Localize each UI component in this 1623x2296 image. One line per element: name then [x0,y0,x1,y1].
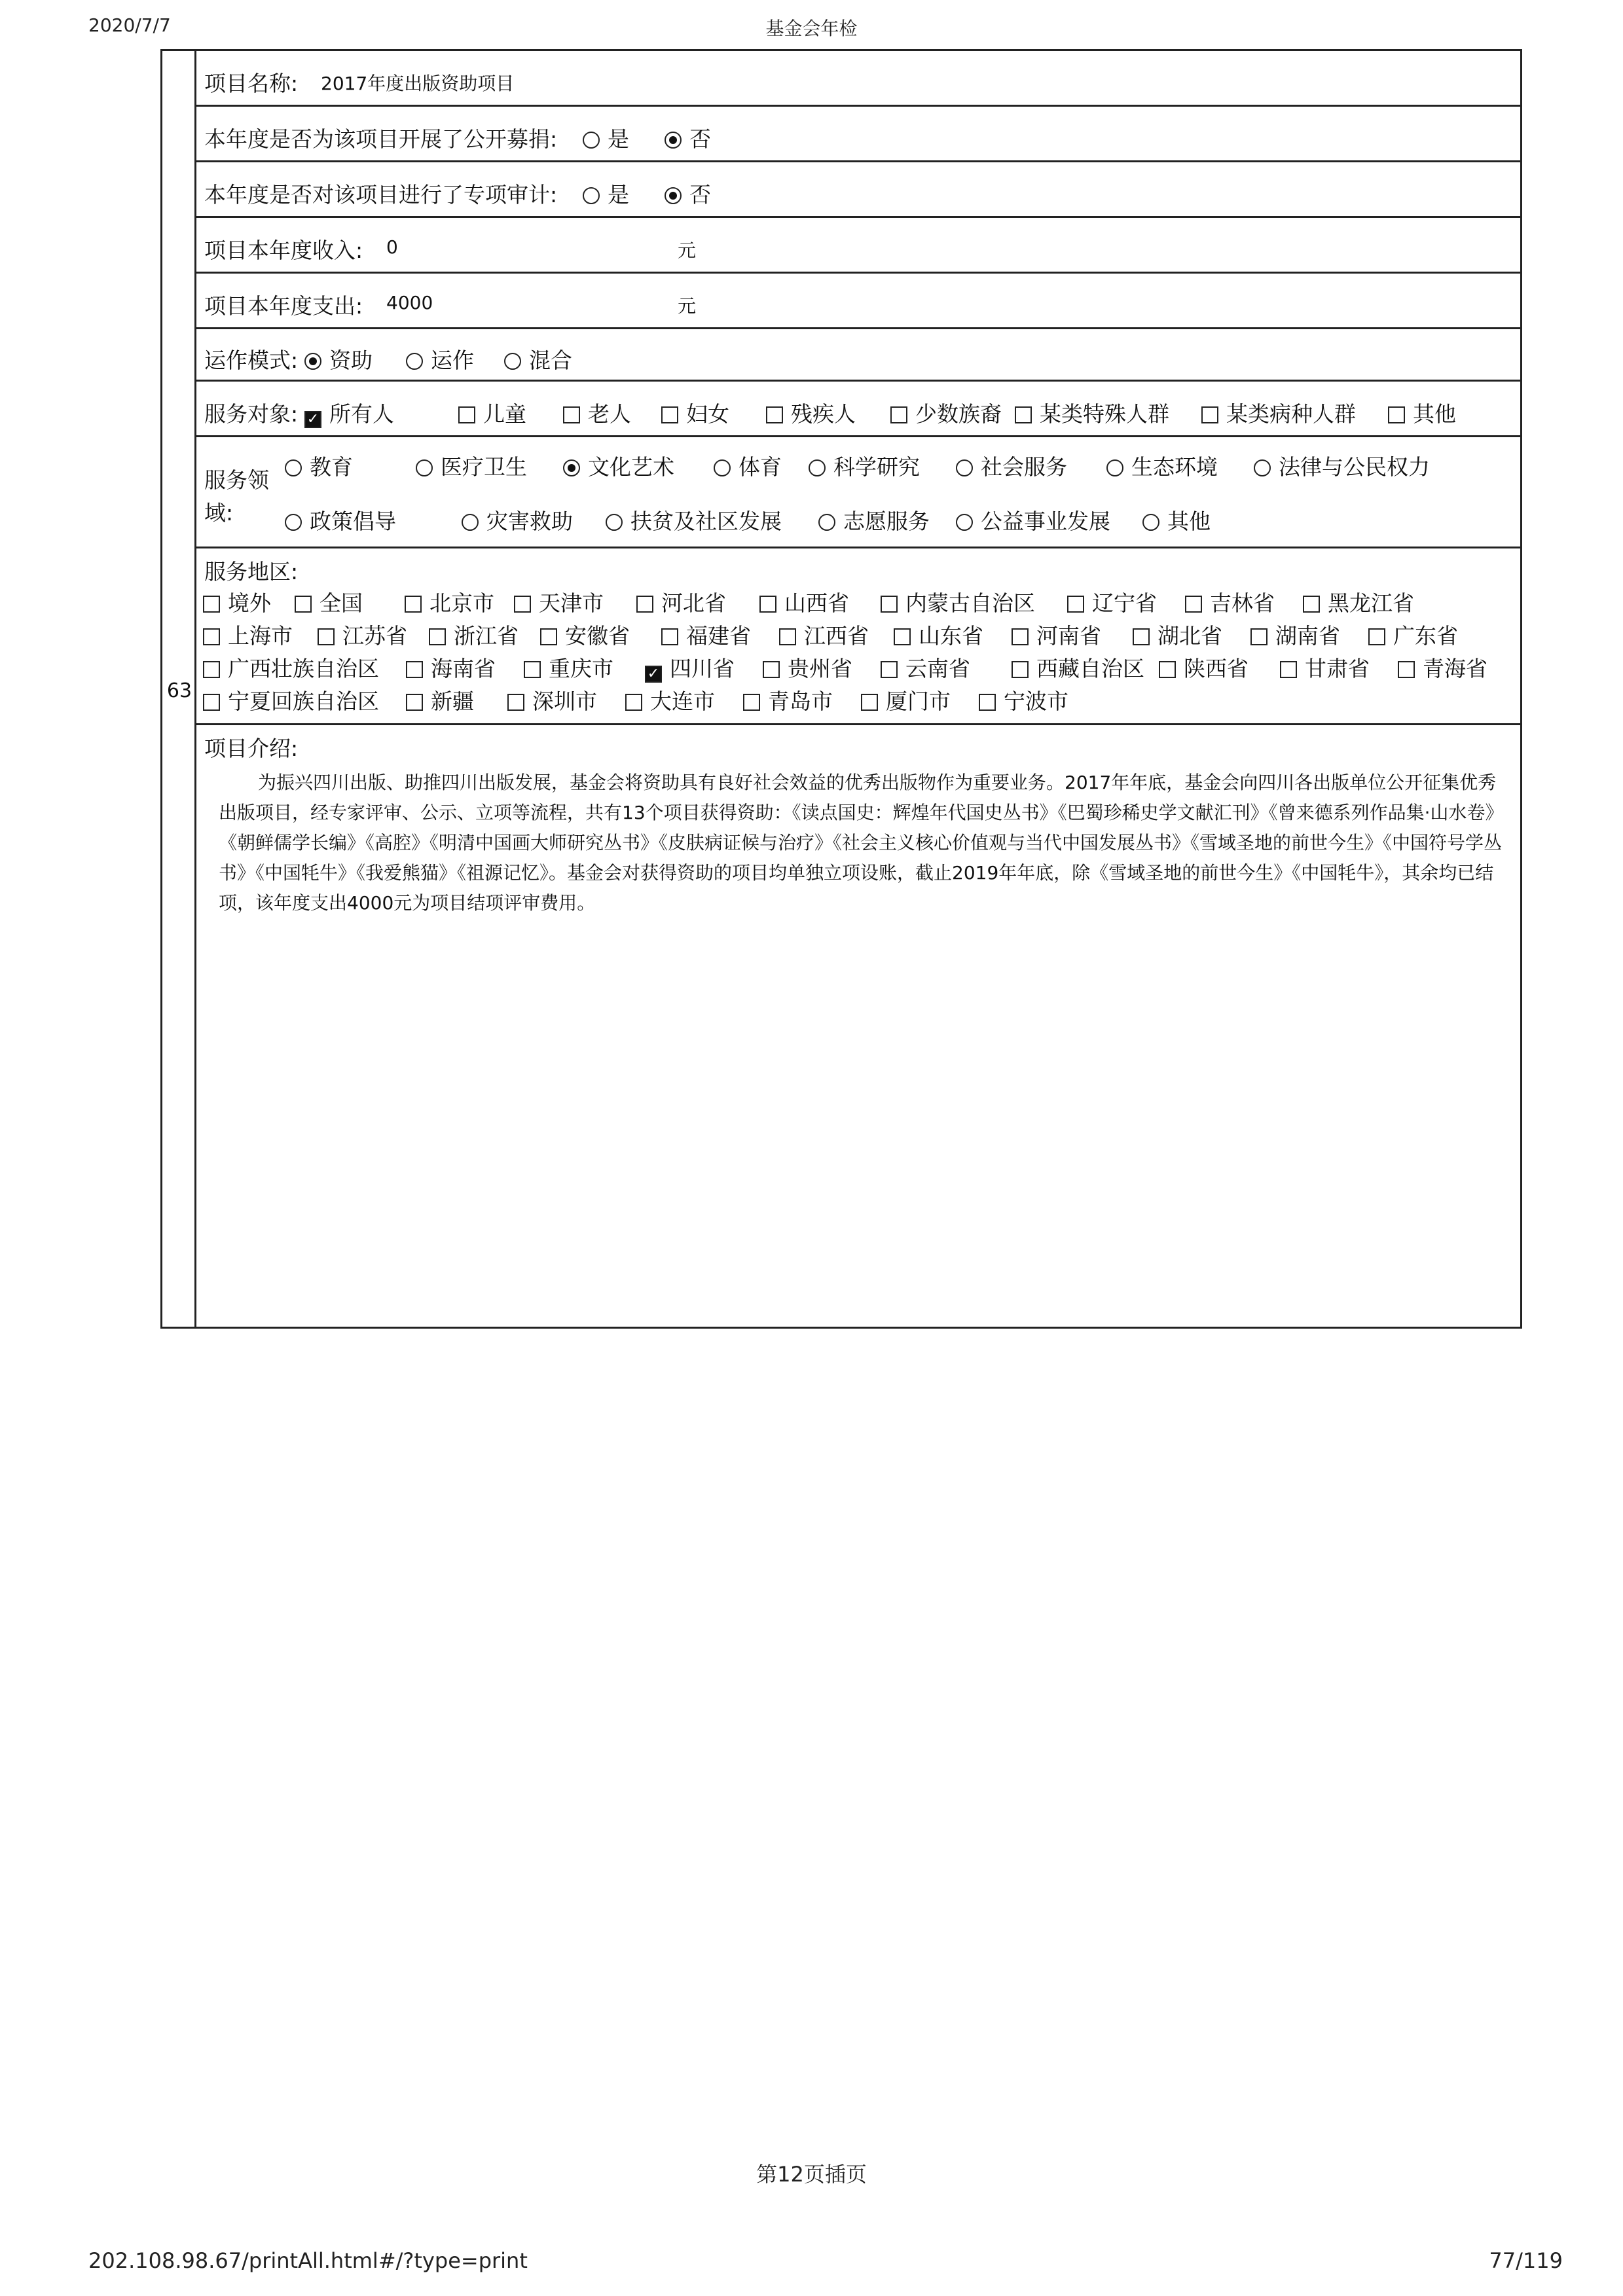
field-option[interactable] [1106,450,1218,481]
region-option-label: 辽宁省 [1092,590,1157,616]
region-option[interactable] [1012,619,1101,650]
field-option[interactable] [606,505,782,535]
checkbox-icon [894,628,911,645]
checkbox-icon [1133,628,1150,645]
region-option[interactable] [1185,586,1275,617]
checkbox-icon [1250,628,1267,645]
field-option[interactable] [714,450,782,481]
checkbox-checked-icon: ✓ [645,666,662,683]
fields-label-line1: 服务领 [204,467,269,493]
radio-icon [583,132,600,149]
audit-yes-option[interactable]: 是 [583,178,629,209]
checkbox-icon [1012,628,1029,645]
field-option[interactable] [1142,505,1211,535]
region-option[interactable] [405,586,494,617]
region-option[interactable] [1280,652,1370,683]
checkbox-icon [514,596,531,613]
region-option-label: 新疆 [431,689,474,714]
field-option[interactable] [956,450,1067,481]
field-option[interactable] [1254,450,1430,481]
target-option[interactable] [766,397,856,428]
mode-option[interactable] [406,344,474,374]
region-option[interactable] [636,586,726,617]
region-option[interactable] [1250,619,1340,650]
row-income [196,218,1520,274]
radio-icon [714,459,731,476]
region-option[interactable] [881,652,970,683]
checkbox-icon [295,596,312,613]
row-number: 63 [166,679,192,702]
field-option[interactable] [462,505,573,535]
region-option[interactable] [861,685,951,715]
row-service-targets [196,382,1520,437]
checkbox-icon [406,661,423,678]
row-operation-mode [196,329,1520,382]
field-option-label: 科学研究 [833,454,920,480]
page-number: 77/119 [1489,2248,1563,2273]
checkbox-icon [1398,661,1415,678]
radio-icon [1106,459,1123,476]
mode-option[interactable] [304,344,373,374]
region-option[interactable] [763,652,852,683]
checkbox-icon [1280,661,1297,678]
row-expense [196,274,1520,329]
region-option-label: 青岛市 [768,689,833,714]
region-option[interactable] [507,685,597,715]
target-option[interactable] [1388,397,1456,428]
mode-option-label: 运作 [431,348,474,373]
region-option-label: 河北省 [661,590,726,616]
field-option-label: 文化艺术 [588,454,674,480]
mode-option[interactable] [504,344,572,374]
region-option-label: 安徽省 [565,623,630,649]
row-public-fundraising [196,107,1520,162]
target-option[interactable] [1015,397,1169,428]
checkbox-icon [743,694,760,711]
checkbox-icon [507,694,524,711]
region-option-label: 陕西省 [1184,656,1249,681]
region-option-label: 大连市 [650,689,715,714]
region-option[interactable] [1159,652,1249,683]
region-option[interactable] [203,619,293,650]
checkbox-icon [979,694,996,711]
radio-icon [406,353,423,370]
income-value: 0 [386,236,398,258]
checkbox-icon [1201,406,1218,423]
region-option[interactable] [514,586,604,617]
row-service-regions [196,548,1520,725]
radio-icon [462,514,479,531]
checkbox-icon [318,628,335,645]
region-option-label: 宁夏回族自治区 [228,689,379,714]
region-option[interactable] [203,685,379,715]
checkbox-icon [636,596,653,613]
region-option-label: 河南省 [1036,623,1101,649]
checkbox-icon [405,596,422,613]
field-option[interactable] [818,505,930,535]
region-option-label: 江苏省 [342,623,407,649]
radio-selected-icon [563,459,580,476]
region-option[interactable] [318,619,407,650]
region-option-label: 海南省 [431,656,496,681]
row-number-column [162,51,196,1327]
region-option-label: 厦门市 [886,689,951,714]
checkbox-icon [625,694,642,711]
field-option-label: 社会服务 [981,454,1067,480]
region-option[interactable] [779,619,869,650]
region-option[interactable] [203,652,379,683]
region-option-label: 深圳市 [532,689,597,714]
field-option-label: 体育 [739,454,782,480]
region-option-label: 境外 [228,590,271,616]
checkbox-icon [203,628,220,645]
project-name-label: 项目名称: [204,71,299,96]
checkbox-icon [406,694,423,711]
checkbox-icon [429,628,446,645]
checkbox-icon [1368,628,1385,645]
radio-icon [956,459,973,476]
income-label: 项目本年度收入: [204,238,363,263]
field-option[interactable] [563,450,674,481]
checkbox-icon [779,628,796,645]
checkbox-icon [540,628,557,645]
target-option[interactable] [890,397,1002,428]
region-option-label: 吉林省 [1210,590,1275,616]
region-option[interactable] [1303,586,1414,617]
region-option[interactable] [524,652,613,683]
checkbox-icon [203,661,220,678]
audit-no-option[interactable]: 否 [665,178,711,209]
row-project-name [196,51,1520,107]
field-option-label: 法律与公民权力 [1279,454,1430,480]
targets-label: 服务对象: [204,401,299,427]
field-option-label: 扶贫及社区发展 [630,509,782,534]
radio-icon [818,514,835,531]
region-option-label: 天津市 [539,590,604,616]
radio-icon [583,187,600,204]
target-option[interactable] [661,397,729,428]
target-option[interactable] [304,397,394,428]
field-option-label: 灾害救助 [486,509,573,534]
field-option[interactable] [285,450,353,481]
field-option-label: 志愿服务 [843,509,930,534]
mode-option-label: 混合 [529,348,572,373]
region-option-label: 广西壮族自治区 [228,656,379,681]
checkbox-icon [203,694,220,711]
region-option[interactable] [1368,619,1458,650]
radio-icon [416,459,433,476]
region-option[interactable] [625,685,715,715]
region-option-label: 山西省 [784,590,849,616]
checkbox-icon [1159,661,1176,678]
project-name-value: 2017年度出版资助项目 [321,73,515,94]
region-option-label: 重庆市 [549,656,613,681]
radio-icon [1142,514,1159,531]
region-option[interactable] [759,586,849,617]
target-option-label: 残疾人 [791,401,856,427]
field-option[interactable] [956,505,1110,535]
region-option[interactable] [406,685,474,715]
expense-value: 4000 [386,292,433,314]
field-option[interactable] [416,450,527,481]
audit-label: 本年度是否对该项目进行了专项审计: [204,182,558,207]
fundraise-no-option[interactable]: 否 [665,122,711,153]
region-option[interactable] [406,652,496,683]
target-option-label: 某类特殊人群 [1040,401,1169,427]
checkbox-icon [661,628,678,645]
target-option-label: 儿童 [483,401,526,427]
print-url: 202.108.98.67/printAll.html#/?type=print [88,2248,528,2273]
fundraise-label: 本年度是否为该项目开展了公开募捐: [204,126,558,152]
target-option-label: 老人 [588,401,631,427]
insert-page-label: 第12页插页 [756,2162,867,2187]
region-option-label: 山东省 [919,623,983,649]
checkbox-icon [881,661,898,678]
region-option-label: 贵州省 [788,656,852,681]
intro-label: 项目介绍: [204,736,299,761]
region-option-label: 黑龙江省 [1328,590,1414,616]
checkbox-icon [1012,661,1029,678]
row-project-intro [196,725,1520,1327]
checkbox-icon [861,694,878,711]
checkbox-icon [1067,596,1084,613]
checkbox-icon [1185,596,1202,613]
checkbox-icon [881,596,898,613]
target-option[interactable] [1201,397,1356,428]
target-option-label: 妇女 [686,401,729,427]
checkbox-icon [661,406,678,423]
region-option[interactable] [1398,652,1487,683]
region-option-label: 广东省 [1393,623,1458,649]
target-option-label: 其他 [1413,401,1456,427]
region-option[interactable] [894,619,983,650]
radio-icon [809,459,826,476]
radio-selected-icon [304,353,321,370]
region-option-label: 四川省 [670,656,735,681]
target-option-label: 某类病种人群 [1226,401,1356,427]
document-title: 基金会年检 [765,18,858,39]
field-option-label: 公益事业发展 [981,509,1110,534]
target-option[interactable] [458,397,526,428]
expense-label: 项目本年度支出: [204,293,363,319]
radio-icon [504,353,521,370]
expense-unit: 元 [678,295,697,317]
field-option[interactable] [809,450,920,481]
region-option-label: 云南省 [905,656,970,681]
region-option[interactable] [1067,586,1157,617]
row-service-fields [196,437,1520,548]
region-option-label: 浙江省 [454,623,519,649]
region-option[interactable] [979,685,1068,715]
checkbox-checked-icon: ✓ [304,411,321,428]
field-option-label: 其他 [1167,509,1211,534]
region-option[interactable] [645,652,735,683]
project-form [160,49,1522,1329]
fundraise-yes-option[interactable]: 是 [583,122,629,153]
radio-icon [285,459,302,476]
target-option[interactable] [563,397,631,428]
region-option-label: 江西省 [804,623,869,649]
region-option-label: 湖北省 [1158,623,1222,649]
field-option-label: 政策倡导 [310,509,396,534]
region-option[interactable] [540,619,630,650]
row-special-audit [196,162,1520,218]
fields-label-line2: 域: [204,500,234,526]
region-option[interactable] [743,685,833,715]
field-option-label: 医疗卫生 [441,454,527,480]
mode-option-label: 资助 [329,348,373,373]
target-option-label: 所有人 [329,401,394,427]
checkbox-icon [759,596,776,613]
intro-text: 为振兴四川出版、助推四川出版发展，基金会将资助具有良好社会效益的优秀出版物作为重要业务。2017年年底，基金会向四川各出版单位公开征集优秀出版项目，经专家评审、公示、立项等流程，共有13个项目获得资助：《读点国史：辉煌年代国史丛书》《巴蜀珍稀史学文献汇刊》《曾来德系列作品集·山水卷》《朝鲜儒学长编》《高腔》《明清中国画大师研究丛书》《皮肤病证候与治疗》《社会主义核心价值观与当代中国发展丛书》《雪域圣地的前世今生》《中国符号学丛书》《中国牦牛》《我爱熊猫》《祖源记忆》。基金会对获得资助的项目均单独立项设账，截止2019年年底，除《雪域圣地的前世今生》《中国牦牛》，其余均已结项，该年度支出4000元为项目结项评审费用。 [219,772,1504,914]
region-option-label: 内蒙古自治区 [905,590,1035,616]
region-option-label: 宁波市 [1004,689,1068,714]
checkbox-icon [1388,406,1405,423]
checkbox-icon [1015,406,1032,423]
mode-label: 运作模式: [204,348,299,373]
field-option-label: 生态环境 [1131,454,1218,480]
region-option-label: 全国 [319,590,363,616]
region-option-label: 上海市 [228,623,293,649]
income-unit: 元 [678,240,697,261]
region-option[interactable] [661,619,751,650]
checkbox-icon [763,661,780,678]
print-date: 2020/7/7 [88,14,171,36]
region-option-label: 甘肃省 [1305,656,1370,681]
checkbox-icon [203,596,220,613]
radio-selected-icon [665,132,682,149]
region-option[interactable] [429,619,519,650]
radio-icon [285,514,302,531]
regions-label: 服务地区: [204,559,299,584]
field-option-label: 教育 [310,454,353,480]
region-option[interactable] [1133,619,1222,650]
radio-icon [606,514,623,531]
region-option-label: 福建省 [686,623,751,649]
checkbox-icon [458,406,475,423]
region-option-label: 湖南省 [1275,623,1340,649]
region-option[interactable] [203,586,271,617]
radio-icon [956,514,973,531]
region-option-label: 西藏自治区 [1036,656,1144,681]
region-option[interactable] [881,586,1035,617]
checkbox-icon [890,406,907,423]
checkbox-icon [1303,596,1320,613]
radio-icon [1254,459,1271,476]
region-option[interactable] [295,586,363,617]
target-option-label: 少数族裔 [915,401,1002,427]
checkbox-icon [563,406,580,423]
radio-selected-icon [665,187,682,204]
region-option-label: 青海省 [1423,656,1487,681]
region-option[interactable] [1012,652,1144,683]
checkbox-icon [766,406,783,423]
checkbox-icon [524,661,541,678]
field-option[interactable] [285,505,396,535]
region-option-label: 北京市 [429,590,494,616]
